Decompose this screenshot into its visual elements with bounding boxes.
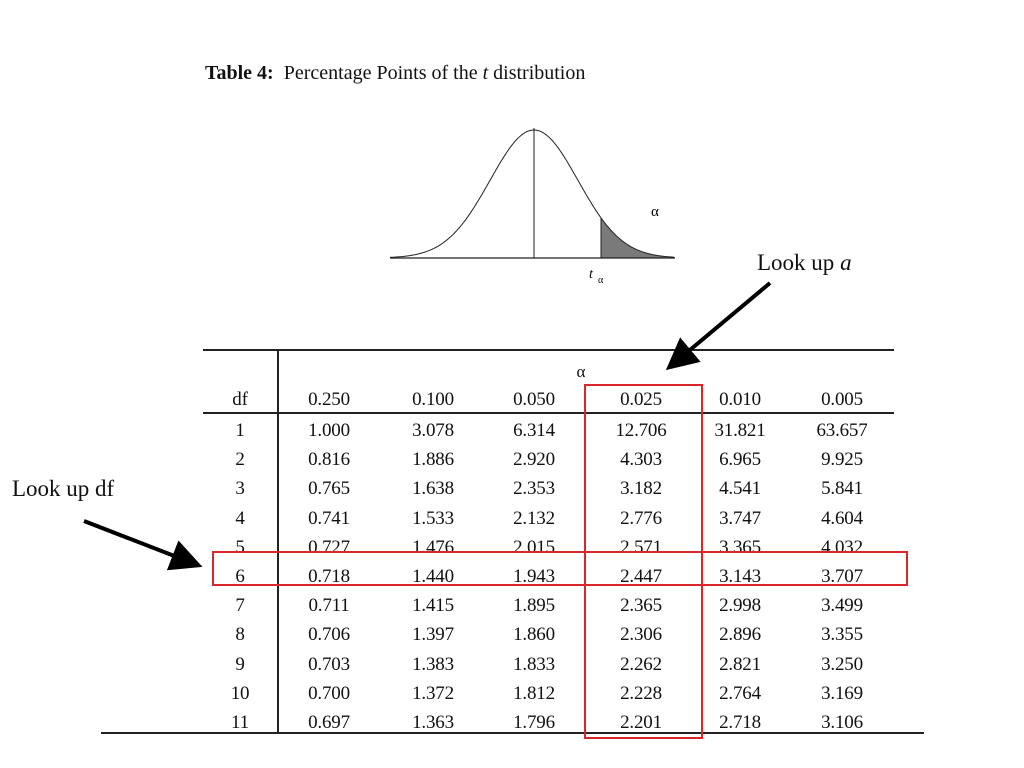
table-cell: 0.700: [308, 682, 350, 704]
table-cell: 2.571: [620, 536, 662, 558]
table-cell: 1.415: [412, 595, 454, 617]
df-cell: 4: [235, 507, 245, 529]
table-cell: 1.833: [513, 653, 555, 675]
table-cell: 1.372: [412, 682, 454, 704]
alpha-column-header: 0.010: [719, 389, 761, 410]
table-cell: 1.895: [513, 595, 555, 617]
table-cell: 3.355: [821, 624, 863, 646]
table-cell: 2.920: [513, 449, 555, 471]
table-cell: 6.965: [719, 449, 761, 471]
table-cell: 1.476: [412, 536, 454, 558]
table-cell: 2.821: [719, 653, 761, 675]
df-arrow: [84, 521, 195, 564]
table-cell: 2.132: [513, 507, 555, 529]
alpha-symbol-label: α: [651, 204, 659, 220]
alpha-column-header: 0.250: [308, 389, 350, 410]
table-cell: 3.143: [719, 566, 761, 587]
t-alpha-subscript: α: [598, 275, 604, 286]
table-cell: 1.638: [412, 478, 454, 500]
df-cell: 11: [231, 712, 249, 733]
table-cell: 9.925: [821, 449, 863, 471]
table-cell: 1.796: [513, 712, 555, 733]
table-cell: 3.365: [719, 536, 761, 558]
table-cell: 6.314: [513, 420, 555, 441]
table-cell: 3.078: [412, 420, 454, 441]
table-cell: 4.541: [719, 478, 761, 500]
df-cell: 2: [235, 449, 245, 471]
df-cell: 9: [235, 653, 245, 675]
table-cell: 3.169: [821, 682, 863, 704]
alpha-header: α: [576, 362, 586, 381]
df-cell: 1: [235, 420, 245, 441]
table-cell: 3.499: [821, 595, 863, 617]
table-cell: 1.363: [412, 712, 454, 733]
table-cell: 2.228: [620, 682, 662, 704]
table-cell: 0.697: [308, 712, 350, 733]
table-cell: 2.353: [513, 478, 555, 500]
table-title-italic-t: t: [482, 62, 489, 84]
table-cell: 1.860: [513, 624, 555, 646]
table-cell: 1.000: [308, 420, 350, 441]
df-cell: 10: [230, 682, 250, 704]
alpha-arrow: [672, 283, 770, 365]
table-cell: 0.711: [308, 595, 350, 617]
df-cell: 3: [235, 478, 245, 500]
look-up-alpha-italic: a: [840, 250, 852, 275]
table-title-text-before: Percentage Points of the: [283, 62, 478, 84]
table-cell: 4.303: [620, 449, 662, 471]
df-header: df: [232, 389, 248, 410]
table-cell: 3.106: [821, 712, 863, 733]
alpha-column-header: 0.025: [620, 389, 662, 410]
alpha-column-header: 0.100: [412, 389, 454, 410]
table-cell: 0.765: [308, 478, 350, 500]
table-cell: 12.706: [615, 420, 667, 441]
table-cell: 1.533: [412, 507, 454, 529]
table-cell: 2.896: [719, 624, 761, 646]
table-cell: 2.015: [513, 536, 555, 558]
table-cell: 1.812: [513, 682, 555, 704]
df-cell: 5: [235, 536, 245, 558]
table-cell: 31.821: [714, 420, 766, 441]
table-title-label: Table 4:: [205, 62, 274, 84]
table-cell: 2.776: [620, 507, 662, 529]
table-cell: 3.182: [620, 478, 662, 500]
table-cell: 1.440: [412, 566, 454, 587]
table-cell: 1.943: [513, 566, 555, 587]
table-cell: 2.718: [719, 712, 761, 733]
look-up-alpha-prefix: Look up: [757, 250, 835, 275]
table-cell: 0.718: [308, 566, 350, 587]
table-cell: 4.604: [821, 507, 863, 529]
table-cell: 3.250: [821, 653, 863, 675]
table-cell: 1.383: [412, 653, 454, 675]
t-label: t: [589, 267, 593, 282]
table-cell: 2.262: [620, 653, 662, 675]
table-cell: 0.706: [308, 624, 350, 646]
table-cell: 0.703: [308, 653, 350, 675]
alpha-column-header: 0.050: [513, 389, 555, 410]
df-cell: 7: [235, 595, 245, 617]
table-cell: 2.306: [620, 624, 662, 646]
table-cell: 2.764: [719, 682, 761, 704]
df-cell: 6: [235, 566, 245, 587]
table-cell: 0.816: [308, 449, 350, 471]
table-cell: 0.727: [308, 536, 350, 558]
table-cell: 0.741: [308, 507, 350, 529]
table-cell: 2.201: [620, 712, 662, 733]
table-cell: 2.998: [719, 595, 761, 617]
table-cell: 4.032: [821, 536, 863, 558]
table-cell: 3.707: [821, 566, 863, 587]
df-cell: 8: [235, 624, 245, 646]
table-cell: 2.447: [620, 566, 662, 587]
table-cell: 63.657: [816, 420, 868, 441]
table-cell: 5.841: [821, 478, 863, 500]
table-title-text-after: distribution: [493, 62, 586, 84]
table-cell: 1.397: [412, 624, 454, 646]
look-up-df-note: Look up df: [12, 476, 115, 501]
table-cell: 3.747: [719, 507, 761, 529]
alpha-column-header: 0.005: [821, 389, 863, 410]
table-cell: 2.365: [620, 595, 662, 617]
table-cell: 1.886: [412, 449, 454, 471]
